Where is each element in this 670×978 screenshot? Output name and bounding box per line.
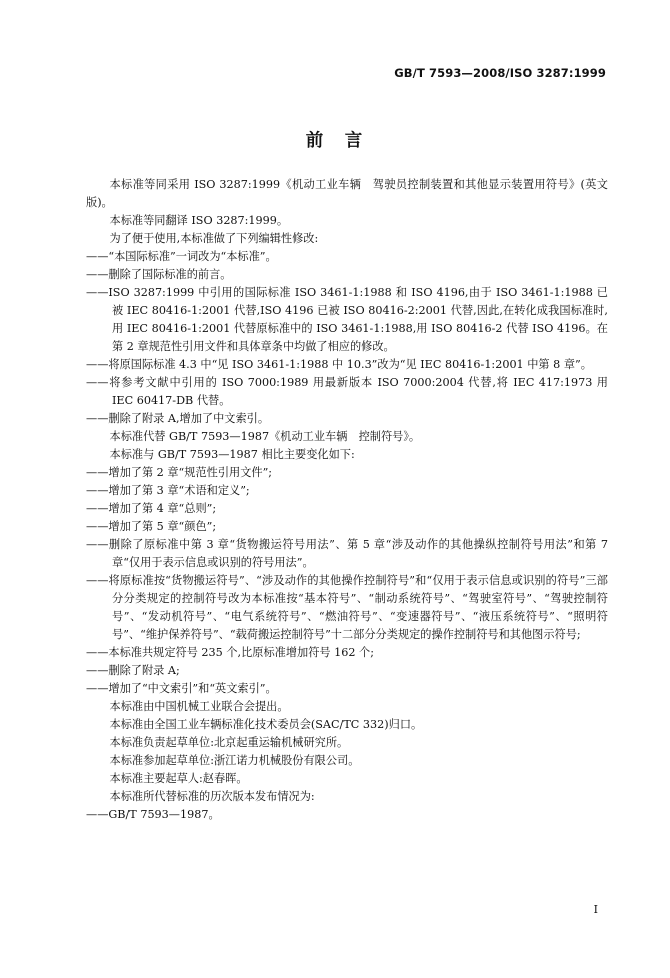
list-item: ——将参考文献中引用的 ISO 7000:1989 用最新版本 ISO 7000:2004 代替,将 IEC 417:1973 用 IEC 60417-DB 代替。 [86,376,608,407]
list-item: ——本标准共规定符号 235 个,比原标准增加符号 162 个; [86,646,375,659]
paragraph: 本标准主要起草人:赵春晖。 [109,772,248,785]
paragraph: 本标准所代替标准的历次版本发布情况为: [109,790,315,803]
list-item: ——将原标准按“货物搬运符号”、“涉及动作的其他操作控制符号”和“仅用于表示信息或识别的符号”三部分分类规定的控制符号改为本标准按“基本符号”、“制动系统符号”、“驾驶室符号”、“驾驶控制符号”、“发动机符号”、“电气系统符号”、“燃油符号”、“变速器符号”、“液压系统符号”、“照明符号”、“维护保养符号”、“载荷搬运控制符号”十二部分分类规定的操作控制符号和其他图示符号; [86,574,608,641]
standard-number-header: GB/T 7593—2008/ISO 3287:1999 [394,66,606,80]
foreword-body [86,176,608,824]
paragraph: 本标准与 GB/T 7593—1987 相比主要变化如下: [109,448,355,461]
paragraph: 本标准由全国工业车辆标准化技术委员会(SAC/TC 332)归口。 [109,718,423,731]
page-title: 前 言 [305,131,365,151]
list-item: ——ISO 3287:1999 中引用的国际标准 ISO 3461-1:1988 和 ISO 4196,由于 ISO 3461-1:1988 已被 IEC 80416-1:2001 代替,ISO 4196 已被 ISO 80416-2:2001 代替,因此,在转化成我国标准时,用 IEC 80416-1:2001 代替原标准中的 ISO 3461-1:1988,用 ISO 80416-2 代替 ISO 4196。在第 2 章规范性引用文件和具体章条中均做了相应的修改。 [86,286,608,353]
list-item: ——将原国际标准 4.3 中“见 ISO 3461-1:1988 中 10.3”改为“见 IEC 80416-1:2001 中第 8 章”。 [86,358,592,371]
list-item: ——增加了第 5 章“颜色”; [86,520,217,533]
list-item: ——GB/T 7593—1987。 [86,808,220,821]
paragraph: 本标准参加起草单位:浙江诺力机械股份有限公司。 [109,754,360,767]
paragraph: 本标准代替 GB/T 7593—1987《机动工业车辆 控制符号》。 [109,430,421,443]
list-item: ——增加了“中文索引”和“英文索引”。 [86,682,277,695]
list-item: ——删除了附录 A; [86,664,180,677]
paragraph: 本标准等同采用 ISO 3287:1999《机动工业车辆 驾驶员控制装置和其他显示装置用符号》(英文版)。 [86,178,608,209]
list-item: ——“本国际标准”一词改为“本标准”。 [86,250,277,263]
paragraph: 本标准等同翻译 ISO 3287:1999。 [109,214,289,227]
list-item: ——增加了第 3 章“术语和定义”; [86,484,250,497]
paragraph: 本标准负责起草单位:北京起重运输机械研究所。 [109,736,349,749]
page-number: I [593,903,598,916]
list-item: ——增加了第 4 章“总则”; [86,502,217,515]
list-item: ——删除了国际标准的前言。 [86,268,232,281]
list-item: ——删除了原标准中第 3 章“货物搬运符号用法”、第 5 章“涉及动作的其他操纵控制符号用法”和第 7 章“仅用于表示信息或识别的符号用法”。 [86,538,608,569]
paragraph: 为了便于使用,本标准做了下列编辑性修改: [109,232,319,245]
list-item: ——增加了第 2 章“规范性引用文件”; [86,466,273,479]
paragraph: 本标准由中国机械工业联合会提出。 [109,700,289,713]
list-item: ——删除了附录 A,增加了中文索引。 [86,412,270,425]
